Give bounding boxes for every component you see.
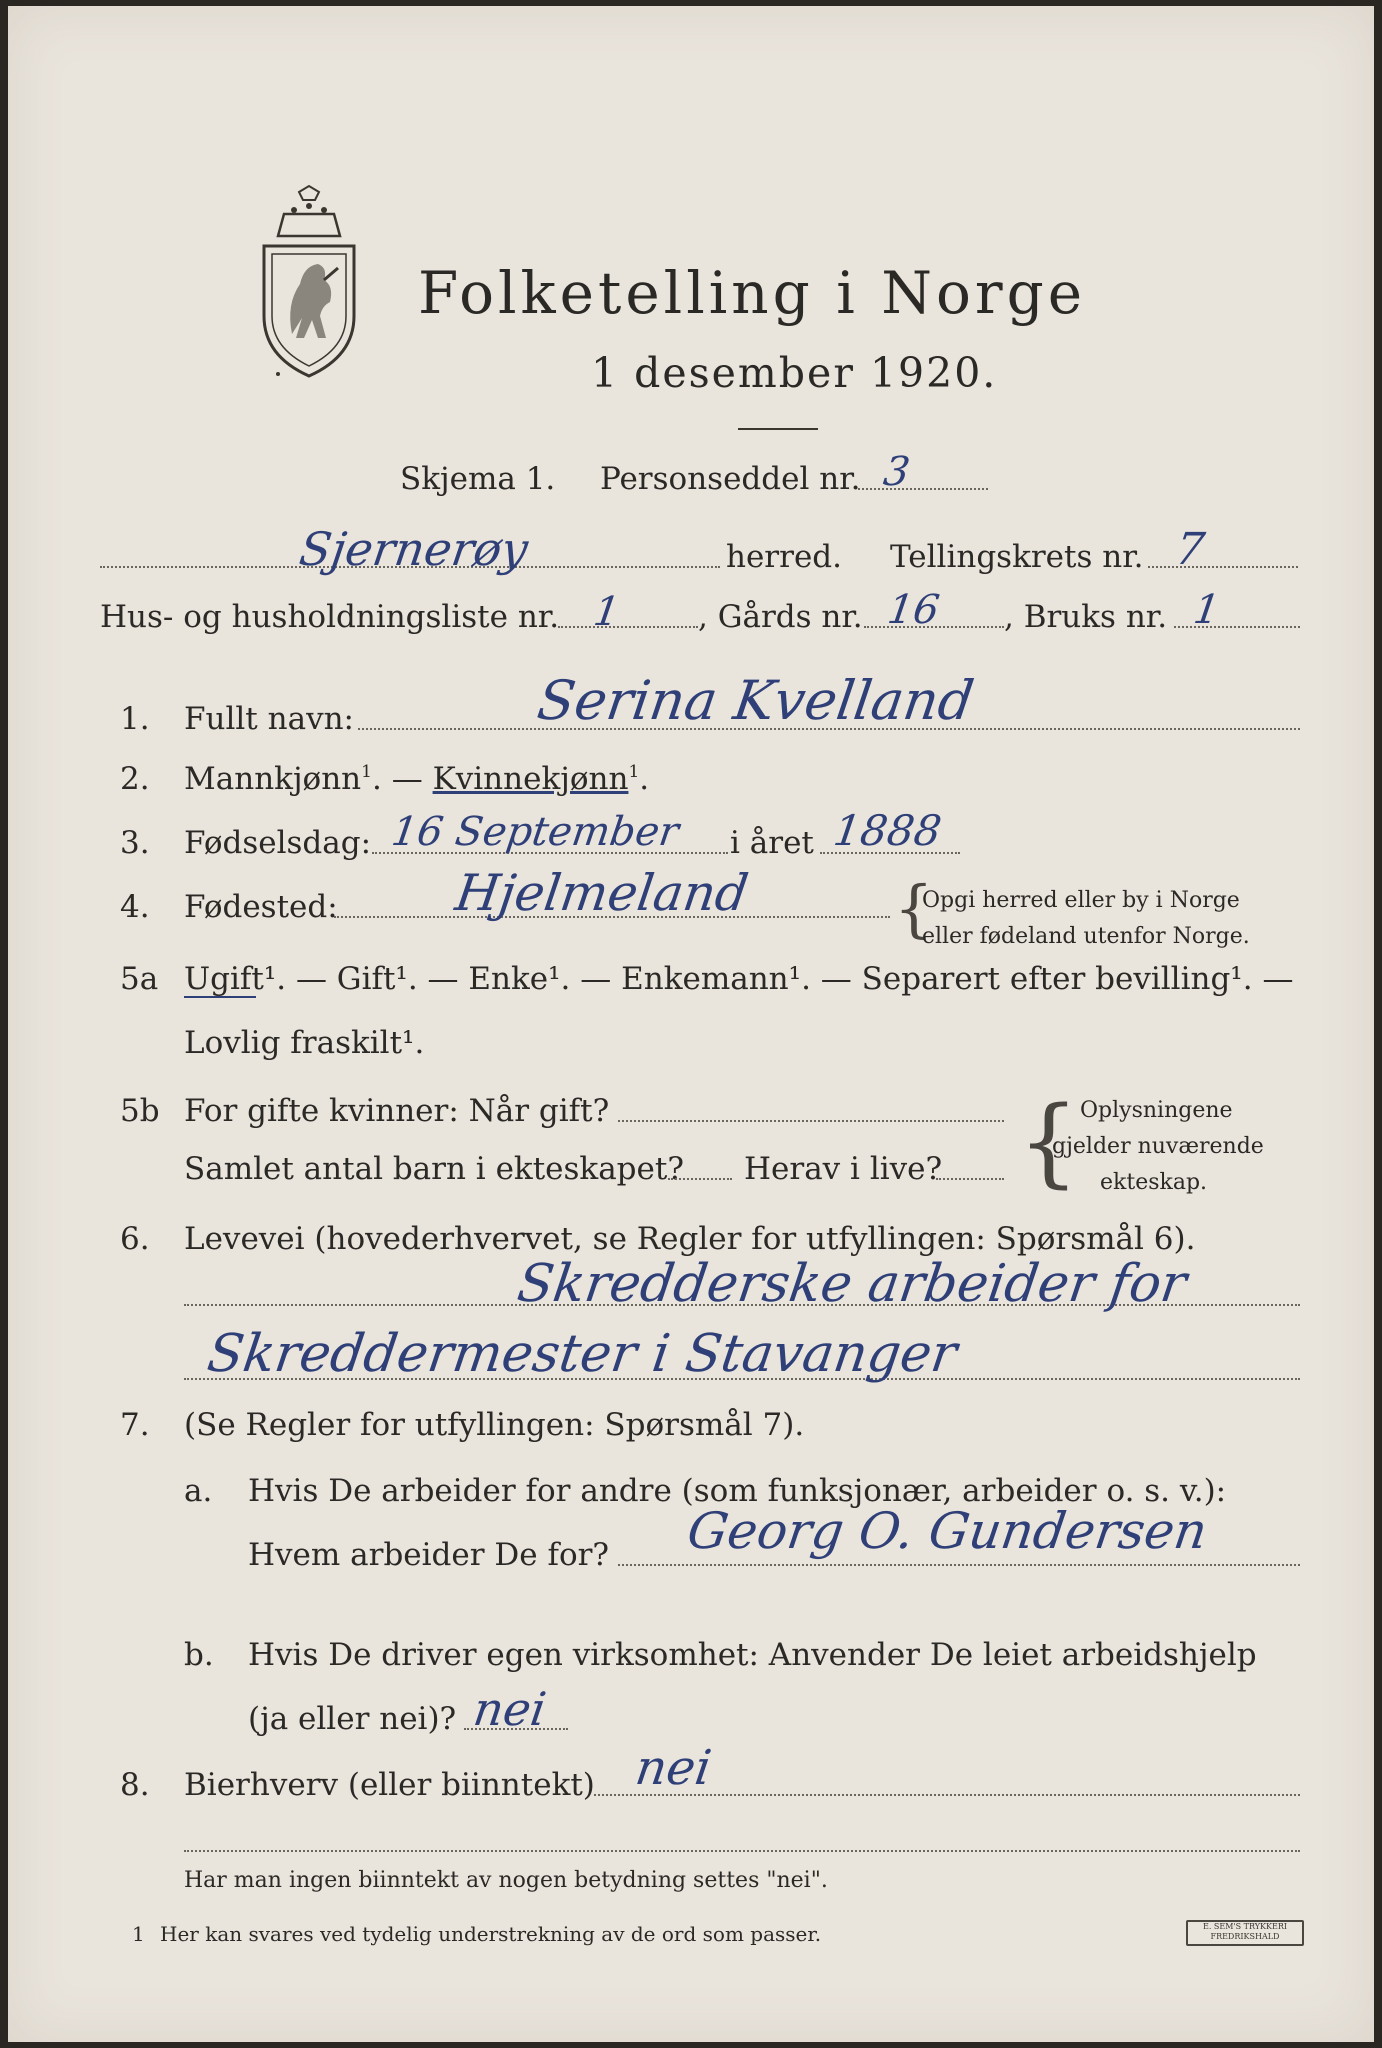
occupation-value-line2[interactable]: Skreddermester i Stavanger: [203, 1324, 961, 1384]
q7-label: (Se Regler for utfyllingen: Spørsmål 7).: [184, 1407, 805, 1443]
marriage-note-line1: Oplysningene: [1080, 1098, 1233, 1123]
children-count-field-line: [668, 1178, 732, 1180]
bruks-number[interactable]: 1: [1190, 587, 1223, 633]
full-name-label: Fullt navn:: [184, 701, 354, 737]
q7b-question: Hvis De driver egen virksomhet: Anvender De leiet arbeidshjelp: [248, 1637, 1257, 1673]
q1-number: 1.: [120, 701, 150, 737]
birthplace-value[interactable]: Hjelmeland: [451, 864, 752, 922]
herred-label: herred.: [726, 539, 842, 575]
q7b-letter: b.: [184, 1637, 214, 1673]
q7-number: 7.: [120, 1407, 150, 1443]
footnote-text: Her kan svares ved tydelig understrekning av de ord som passer.: [160, 1922, 822, 1946]
q6-number: 6.: [120, 1221, 150, 1257]
q5a-number: 5a: [120, 961, 159, 997]
husliste-field-line: [558, 626, 698, 628]
birthday-label: Fødselsdag:: [184, 825, 372, 861]
q4-number: 4.: [120, 889, 150, 925]
birthplace-note-brace: {: [894, 872, 934, 945]
birth-year-value[interactable]: 1888: [830, 806, 945, 855]
norway-coat-of-arms-icon: [254, 184, 364, 384]
gender-separator: . —: [372, 761, 423, 797]
form-title: Folketelling i Norge: [418, 259, 1087, 327]
marriage-note-brace: {: [1018, 1086, 1080, 1198]
tellingskrets-number[interactable]: 7: [1172, 524, 1208, 575]
side-income-value[interactable]: nei: [632, 1740, 715, 1796]
married-when-field-line: [618, 1120, 1004, 1122]
form-subtitle: 1 desember 1920.: [591, 349, 998, 397]
occupation-value-line1[interactable]: Skredderske arbeider for: [513, 1254, 1191, 1314]
tellingskrets-field-line: [1148, 566, 1298, 568]
married-when-label: For gifte kvinner: Når gift?: [184, 1093, 610, 1129]
male-option[interactable]: Mannkjønn: [184, 761, 362, 797]
female-option-underlined[interactable]: Kvinnekjønn: [432, 761, 629, 797]
footnote-marker: 1: [132, 1922, 145, 1946]
birthplace-label: Fødested:: [184, 889, 338, 925]
title-divider: [738, 428, 818, 430]
ugift-underline-mark: [184, 996, 256, 998]
schema-label: Skjema 1.: [400, 461, 556, 497]
q3-number: 3.: [120, 825, 150, 861]
birthplace-note-line1: Opgi herred eller by i Norge: [922, 888, 1240, 913]
q8-number: 8.: [120, 1767, 150, 1803]
personseddel-number[interactable]: 3: [880, 449, 913, 495]
census-form-sheet: [8, 6, 1374, 2042]
children-count-label: Samlet antal barn i ekteskapet?: [184, 1151, 684, 1187]
gards-label: , Gårds nr.: [698, 599, 863, 635]
q7a-question: Hvis De arbeider for andre (som funksjonær, arbeider o. s. v.):: [248, 1473, 1227, 1509]
herred-value[interactable]: Sjernerøy: [296, 522, 532, 576]
employer-label: Hvem arbeider De for?: [248, 1537, 610, 1573]
employer-field-line: [618, 1564, 1300, 1566]
marriage-note-line3: ekteskap.: [1100, 1170, 1208, 1195]
q2-number: 2.: [120, 761, 150, 797]
gender-end: .: [639, 761, 650, 797]
birthday-value[interactable]: 16 September: [388, 809, 682, 855]
q7a-letter: a.: [184, 1473, 213, 1509]
printer-stamp: [1186, 1920, 1304, 1946]
personseddel-label: Personseddel nr.: [600, 461, 861, 497]
no-income-instruction: Har man ingen biinntekt av nogen betydning settes "nei".: [184, 1868, 828, 1893]
husliste-label: Hus- og husholdningsliste nr.: [100, 599, 560, 635]
printer-stamp-text: E. SEM'S TRYKKERI FREDRIKSHALD: [1202, 1922, 1288, 1941]
children-alive-field-line: [936, 1178, 1004, 1180]
marital-status-divorced[interactable]: Lovlig fraskilt¹.: [184, 1025, 425, 1061]
gender-line: Mannkjønn$^1$. — Kvinnekjønn$^1$.: [184, 761, 650, 797]
marital-status-options[interactable]: Ugift¹. — Gift¹. — Enke¹. — Enkemann¹. — Separert efter bevilling¹. —: [184, 961, 1294, 997]
birthplace-note-line2: eller fødeland utenfor Norge.: [922, 924, 1250, 949]
birth-year-label: i året: [730, 825, 814, 861]
marriage-note-line2: gjelder nuværende: [1052, 1134, 1264, 1159]
side-income-label: Bierhverv (eller biinntekt): [184, 1767, 595, 1803]
full-name-value[interactable]: Serina Kvelland: [533, 669, 978, 732]
employer-value[interactable]: Georg O. Gundersen: [683, 1502, 1211, 1560]
children-alive-label: Herav i live?: [744, 1151, 943, 1187]
personseddel-field-line: [858, 488, 988, 490]
husliste-number[interactable]: 1: [590, 589, 623, 635]
q5b-number: 5b: [120, 1093, 160, 1129]
side-income-extra-line: [184, 1850, 1300, 1852]
tellingskrets-label: Tellingskrets nr.: [890, 539, 1144, 575]
gards-number[interactable]: 16: [884, 587, 943, 633]
occupation-label: Levevei (hovederhvervet, se Regler for utfyllingen: Spørsmål 6).: [184, 1221, 1196, 1257]
hired-help-value[interactable]: nei: [470, 1682, 550, 1736]
bruks-label: , Bruks nr.: [1004, 599, 1168, 635]
hired-help-label: (ja eller nei)?: [248, 1701, 457, 1737]
